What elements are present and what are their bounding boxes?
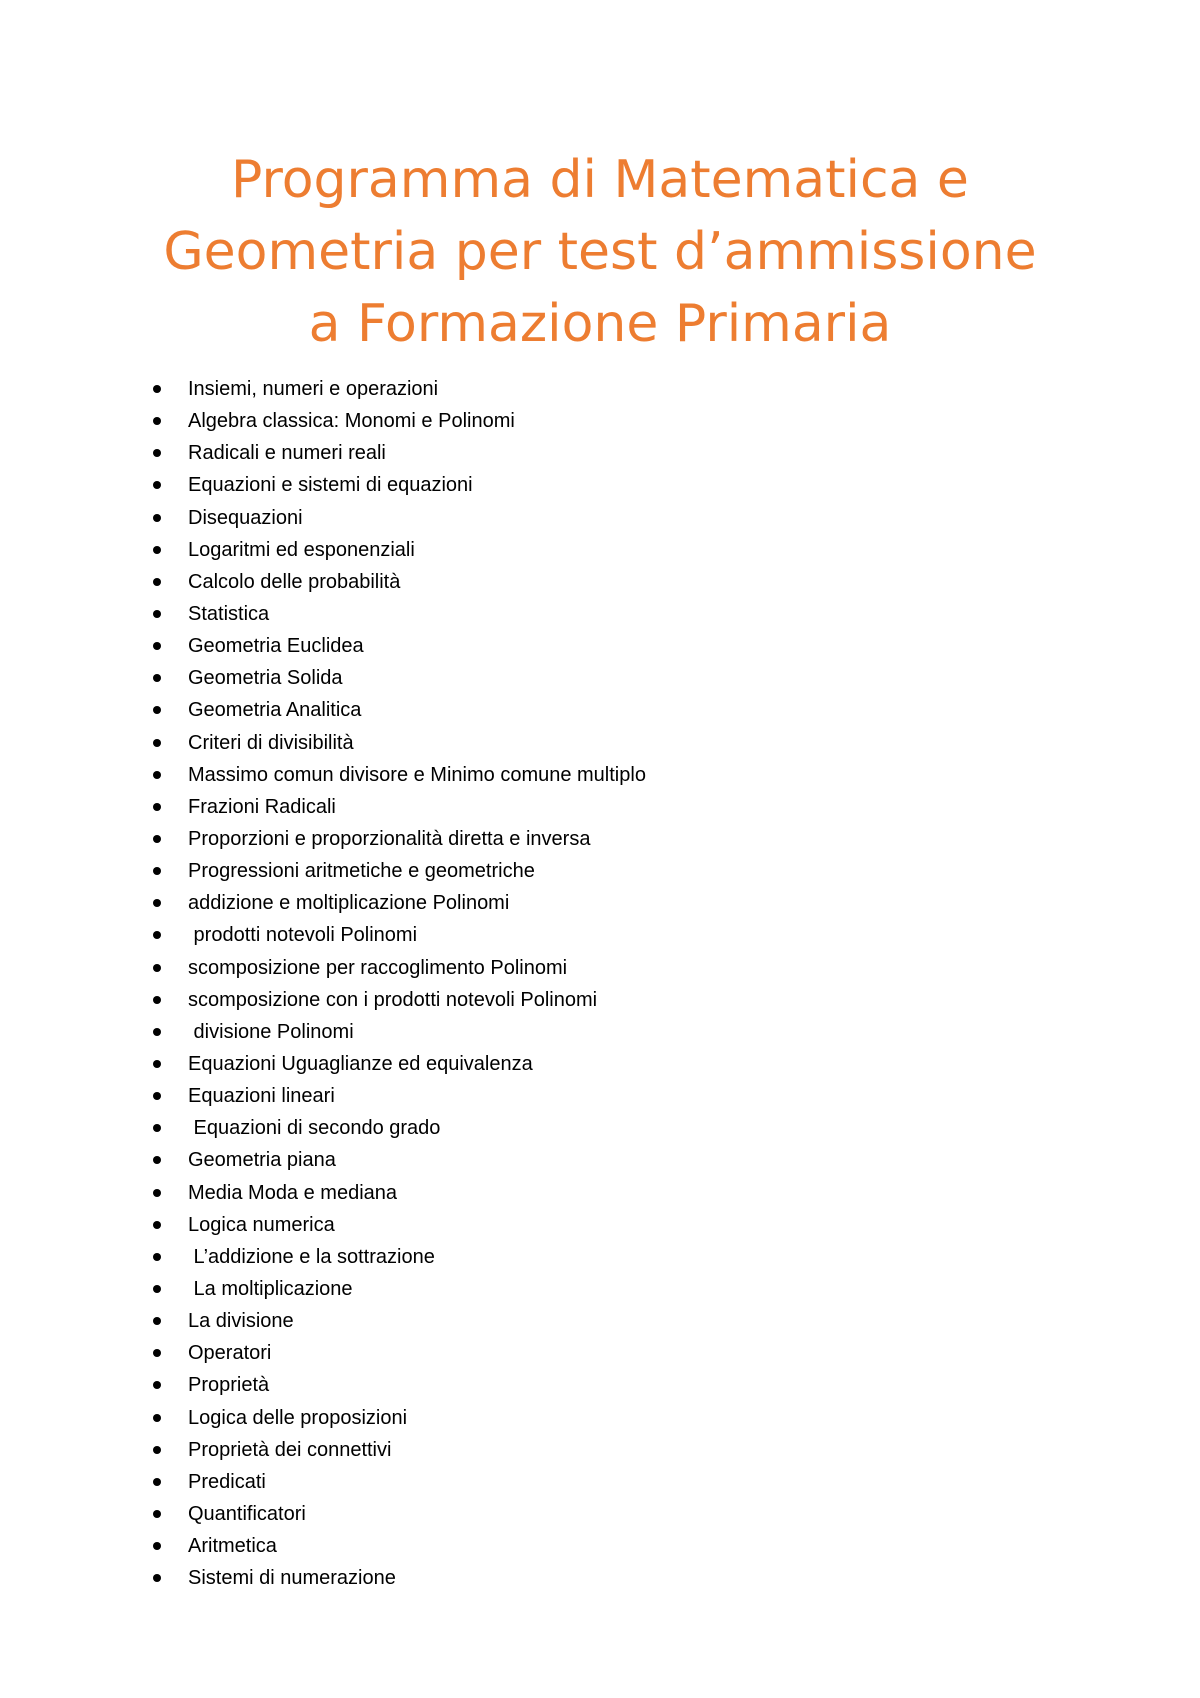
bullet-icon — [153, 385, 161, 393]
topic-label: Sistemi di numerazione — [188, 1567, 396, 1590]
topic-label: Logica numerica — [188, 1213, 335, 1236]
bullet-icon — [153, 1124, 161, 1132]
title-line: Geometria per test d’ammissione — [163, 222, 1037, 282]
bullet-icon — [153, 1414, 161, 1422]
bullet-icon — [153, 964, 161, 972]
bullet-icon — [153, 514, 161, 522]
topic-label: Geometria piana — [188, 1149, 336, 1172]
topic-label: L’addizione e la sottrazione — [188, 1245, 435, 1268]
bullet-icon — [153, 417, 161, 425]
bullet-icon — [153, 771, 161, 779]
bullet-icon — [153, 1317, 161, 1325]
title-line: Programma di Matematica e — [231, 150, 969, 210]
bullet-icon — [153, 1156, 161, 1164]
bullet-icon — [153, 1028, 161, 1036]
topic-label: addizione e moltiplicazione Polinomi — [188, 892, 510, 915]
topic-label: prodotti notevoli Polinomi — [188, 924, 418, 947]
bullet-icon — [153, 867, 161, 875]
bullet-icon — [153, 546, 161, 554]
topic-label: Equazioni di secondo grado — [188, 1117, 441, 1140]
topic-label: Insiemi, numeri e operazioni — [188, 378, 439, 400]
topic-label: Quantificatori — [188, 1502, 306, 1525]
bullet-icon — [153, 642, 161, 650]
topic-label: Predicati — [188, 1470, 266, 1493]
topic-label: Logaritmi ed esponenziali — [188, 538, 415, 561]
topic-label: scomposizione per raccoglimento Polinomi — [188, 956, 568, 979]
topic-label: Geometria Euclidea — [188, 635, 364, 658]
title-line: a Formazione Primaria — [308, 294, 892, 354]
topic-label: Logica delle proposizioni — [188, 1406, 408, 1429]
topic-label: divisione Polinomi — [188, 1020, 354, 1043]
bullet-icon — [153, 996, 161, 1004]
bullet-icon — [153, 1221, 161, 1229]
bullet-icon — [153, 578, 161, 586]
bullet-icon — [153, 674, 161, 682]
bullet-icon — [153, 1542, 161, 1550]
topic-label: Progressioni aritmetiche e geometriche — [188, 860, 535, 883]
topic-label: scomposizione con i prodotti notevoli Polinomi — [188, 988, 598, 1011]
topic-label: Operatori — [188, 1342, 272, 1365]
topic-label: Media Moda e mediana — [188, 1181, 398, 1204]
bullet-icon — [153, 1285, 161, 1293]
bullet-icon — [153, 899, 161, 907]
bullet-icon — [153, 1381, 161, 1389]
bullet-icon — [153, 1574, 161, 1582]
topic-label: Geometria Analitica — [188, 699, 362, 722]
topic-label: Massimo comun divisore e Minimo comune multiplo — [188, 763, 646, 786]
topic-label: Equazioni Uguaglianze ed equivalenza — [188, 1052, 533, 1075]
bullet-icon — [153, 1510, 161, 1518]
document-title — [0, 144, 1200, 360]
bullet-icon — [153, 1092, 161, 1100]
topic-label: Disequazioni — [188, 506, 303, 529]
topic-label: Algebra classica: Monomi e Polinomi — [188, 410, 515, 433]
topic-label: Equazioni e sistemi di equazioni — [188, 474, 473, 497]
bullet-icon — [153, 803, 161, 811]
topic-label: La divisione — [188, 1310, 294, 1333]
bullet-icon — [153, 610, 161, 618]
topic-label: Proprietà — [188, 1374, 270, 1397]
bullet-icon — [153, 1253, 161, 1261]
topic-label: Equazioni lineari — [188, 1085, 335, 1108]
bullet-icon — [153, 1060, 161, 1068]
topic-label: Radicali e numeri reali — [188, 442, 386, 465]
topic-label: Proprietà dei connettivi — [188, 1438, 392, 1461]
bullet-icon — [153, 931, 161, 939]
bullet-icon — [153, 1349, 161, 1357]
bullet-icon — [153, 481, 161, 489]
bullet-icon — [153, 1189, 161, 1197]
bullet-icon — [153, 706, 161, 714]
bullet-icon — [153, 835, 161, 843]
topic-label: Criteri di divisibilità — [188, 731, 354, 754]
topic-label: Geometria Solida — [188, 667, 343, 690]
bullet-icon — [153, 739, 161, 747]
topic-label: Proporzioni e proporzionalità diretta e inversa — [188, 827, 591, 850]
bullet-icon — [153, 1446, 161, 1454]
topic-label: Statistica — [188, 602, 270, 625]
topic-label: Aritmetica — [188, 1535, 277, 1558]
topic-label: La moltiplicazione — [188, 1277, 353, 1300]
bullet-icon — [153, 1478, 161, 1486]
bullet-icon — [153, 449, 161, 457]
topic-label: Calcolo delle probabilità — [188, 570, 401, 593]
topic-label: Frazioni Radicali — [188, 795, 336, 818]
